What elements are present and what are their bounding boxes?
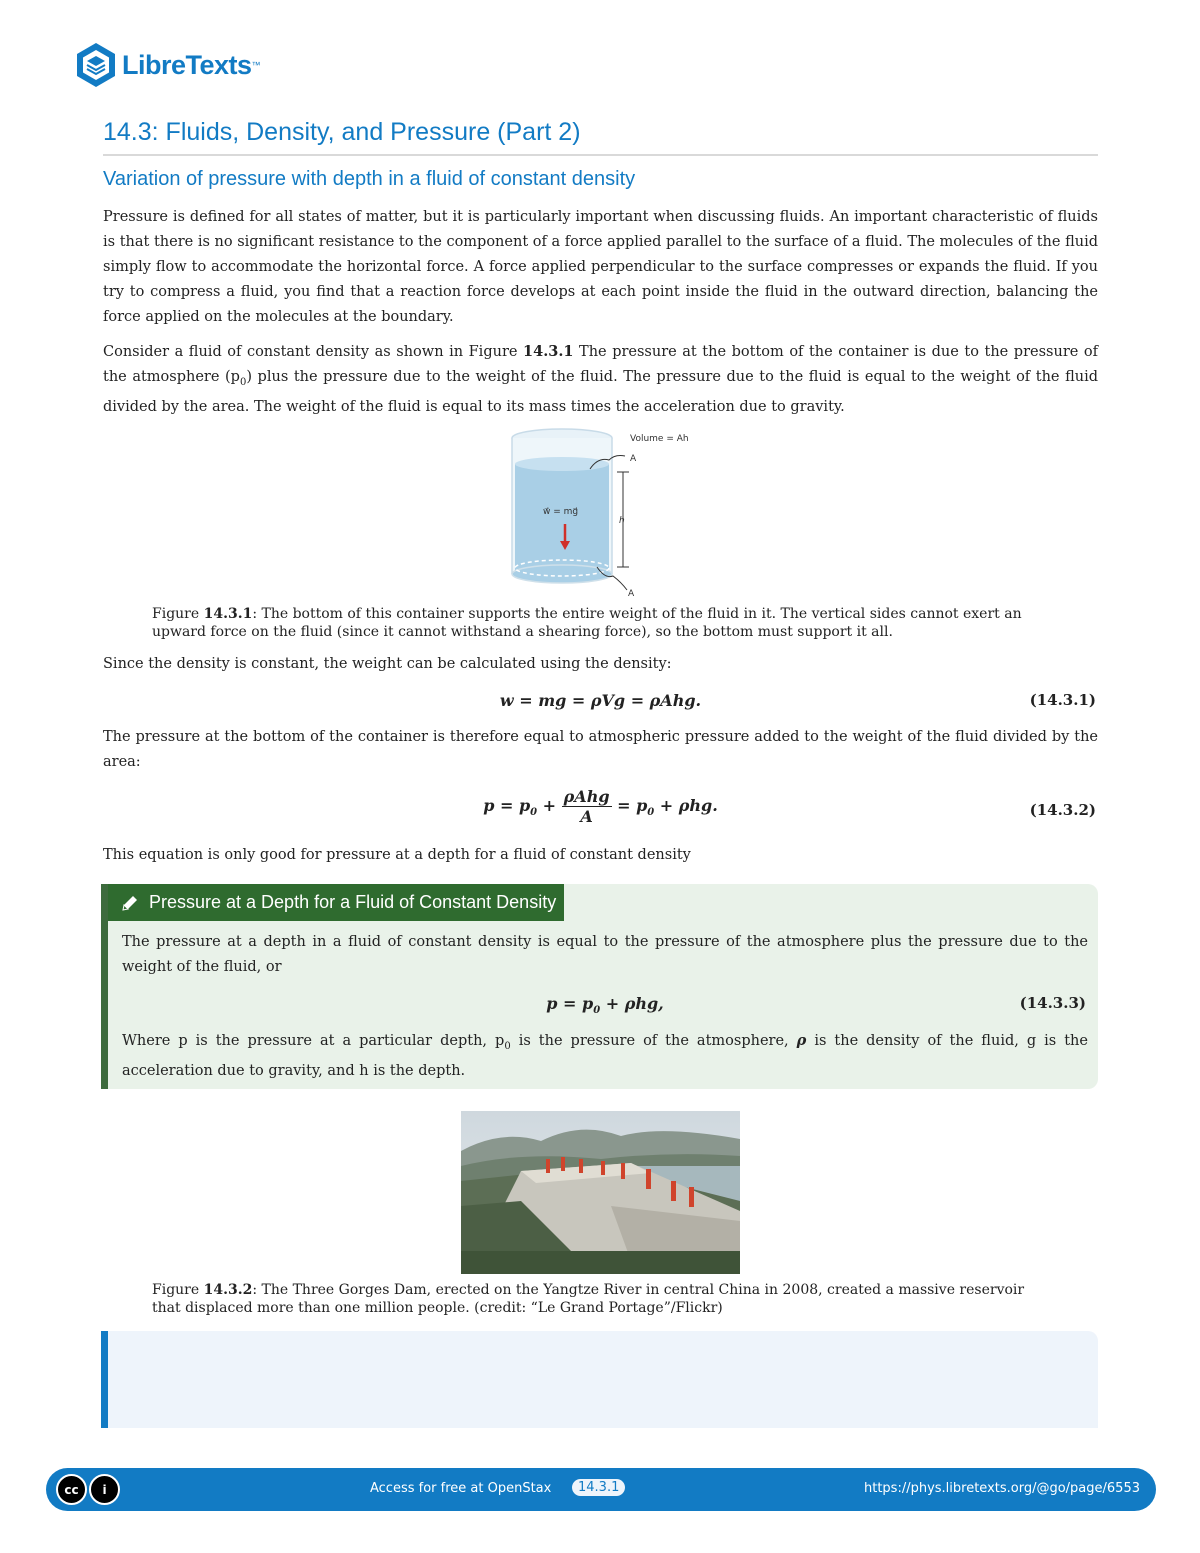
title-divider [103, 154, 1098, 156]
note-box-paragraph-2: Where p is the pressure at a particular depth, $p_0$ is the pressure of the atmosphere, ρ is the density of the fluid, g is the acceleration due to gravity, and h is the depth. [122, 1032, 1088, 1079]
page-number-badge: 14.3.1 [572, 1479, 625, 1496]
note-box-pressure-depth [101, 884, 1098, 1089]
page-title: 14.3: Fluids, Density, and Pressure (Part 2) [103, 118, 581, 146]
libretexts-logo-icon [74, 41, 118, 89]
paragraph-equation-validity: This equation is only good for pressure at a depth for a fluid of constant density [103, 847, 691, 863]
note-box-heading: Pressure at a Depth for a Fluid of Constant Density [108, 884, 564, 921]
equation-14-3-2 [103, 787, 1098, 837]
equation-14-3-1 [103, 688, 1098, 728]
label-a-top: A [630, 454, 637, 464]
equation-2-math: $p = p_0$ + $\frac{\text{ρAhg}}{A}$ = $p_0 + \rho hg$. [483, 787, 718, 826]
paragraph-constant-density: Consider a fluid of constant density as shown in Figure 14.3.1 The pressure at the bottom of the container is due to the pressure of the atmosphere $(p_0)$ plus the pressure due to the weight of the fluid. The pressure due to the fluid is equal to the weight of the fluid divided by the area. The weight of the fluid is equal to its mass times the acceleration due to gravity. [103, 343, 1099, 415]
page-footer [46, 1468, 1156, 1511]
creative-commons-icon: cc [56, 1474, 87, 1505]
example-box [101, 1331, 1098, 1428]
paragraph-pressure-definition: Pressure is defined for all states of matter, but it is particularly important when discussing fluids. An important characteristic of fluids is that there is no significant resistance to the component of a force applied parallel to the surface of a fluid. The molecules of the fluid simply flow to accommodate the horizontal force. A force applied perpendicular to the surface compresses or expands the fluid. If you try to compress a fluid, you find that a reaction force develops at each point inside the fluid in the outward direction, balancing the force applied on the molecules at the boundary. [103, 209, 1098, 325]
figure-three-gorges-dam-photo [461, 1111, 740, 1274]
attribution-icon: i [89, 1474, 120, 1505]
libretexts-logo[interactable] [74, 40, 261, 90]
figure-container-diagram [505, 424, 705, 599]
volume-label: Volume = Ah [630, 434, 689, 444]
weight-label: w⃗ = mg⃗ [543, 507, 579, 517]
equation-14-3-3 [122, 992, 1088, 1032]
equation-1-number: (14.3.1) [1029, 691, 1096, 709]
logo-trademark: ™ [251, 60, 261, 70]
equation-3-number: (14.3.3) [1019, 994, 1086, 1012]
figure-ref-link[interactable]: 14.3.1 [523, 343, 574, 360]
note-box-paragraph-1: The pressure at a depth in a fluid of constant density is equal to the pressure of the atmosphere plus the pressure due to the weight of the fluid, or [122, 934, 1088, 975]
equation-3-math: $p = p_0 + \rho hg$, [546, 994, 664, 1017]
section-heading: Variation of pressure with depth in a fluid of constant density [103, 168, 636, 190]
label-a-bottom: A [628, 589, 635, 599]
logo-text: LibreTexts [122, 49, 252, 80]
equation-2-number: (14.3.2) [1029, 801, 1096, 819]
pencil-icon [120, 893, 140, 913]
figure1-caption: Figure 14.3.1: The bottom of this container supports the entire weight of the fluid in it. The vertical sides cannot exert an upward force on the fluid (since it cannot withstand a shearing force), so the bottom must support it all. [152, 606, 1022, 640]
paragraph-weight-density: Since the density is constant, the weight can be calculated using the density: [103, 656, 672, 672]
label-h: h [619, 516, 625, 526]
page-url-link[interactable]: https://phys.libretexts.org/@go/page/6553 [863, 1481, 1140, 1496]
cc-license-badge[interactable] [56, 1473, 122, 1506]
access-openstax-text: Access for free at OpenStax [370, 1481, 552, 1496]
figure2-caption: Figure 14.3.2: The Three Gorges Dam, erected on the Yangtze River in central China in 2008, created a massive reservoir that displaced more than one million people. (credit: “Le Grand Portage”/Flickr) [152, 1282, 1025, 1316]
equation-1-math: w = mg = ρVg = ρAhg. [499, 691, 702, 710]
paragraph-pressure-bottom: The pressure at the bottom of the container is therefore equal to atmospheric pressure added to the weight of the fluid divided by the area: [103, 729, 1098, 770]
